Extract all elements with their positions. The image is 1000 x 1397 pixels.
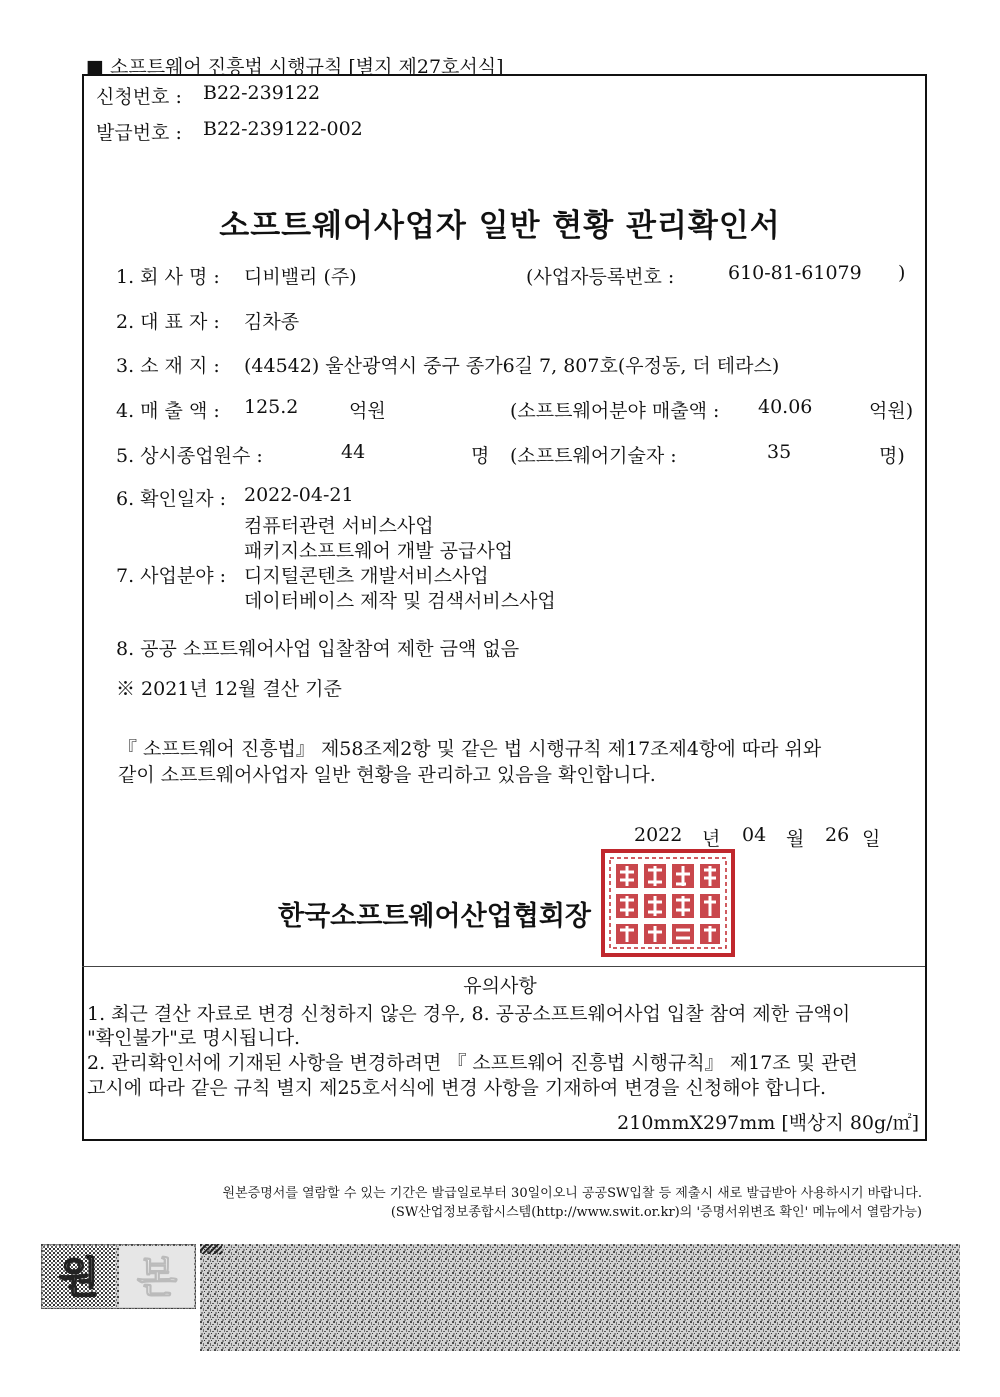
- sw-tech-unit: 명): [879, 445, 905, 467]
- form-header: ■ 소프트웨어 진흥법 시행규칙 [별지 제27호서식]: [86, 56, 504, 78]
- company-value: 디비밸리 (주): [244, 266, 357, 288]
- business-fields-label: 7. 사업분야 :: [116, 565, 227, 587]
- original-stamp-pattern: [41, 1244, 196, 1309]
- reg-no-label: (사업자등록번호 :: [526, 266, 675, 288]
- sw-tech-label: (소프트웨어기술자 :: [510, 445, 677, 467]
- original-stamp-char-1: 원: [58, 1253, 100, 1302]
- certification-line-1: 『 소프트웨어 진흥법』 제58조제2항 및 같은 법 시행규칙 제17조제4항에 따라 위와: [118, 738, 822, 760]
- sw-sales-unit: 억원): [869, 400, 914, 422]
- notice-line-1: 1. 최근 결산 자료로 변경 신청하지 않은 경우, 8. 공공소프트웨어사업 입찰 참여 제한 금액이: [87, 1003, 851, 1025]
- company-label: 1. 회 사 명 :: [116, 266, 220, 288]
- notice-line-2: "확인불가"로 명시됩니다.: [87, 1027, 301, 1049]
- address-value: (44542) 울산광역시 중구 종가6길 7, 807호(우정동, 더 테라스): [244, 355, 780, 377]
- application-no-value: B22-239122: [203, 82, 321, 104]
- original-stamp-char-2: 본: [136, 1253, 178, 1302]
- business-field-3: 디지털콘텐츠 개발서비스사업: [244, 565, 489, 587]
- confirm-date-label: 6. 확인일자 :: [116, 488, 227, 510]
- business-field-4: 데이터베이스 제작 및 검색서비스사업: [244, 590, 556, 612]
- employees-value: 44: [341, 441, 366, 463]
- business-field-2: 패키지소프트웨어 개발 공급사업: [244, 540, 514, 562]
- ceo-label: 2. 대 표 자 :: [116, 311, 220, 333]
- sw-sales-label: (소프트웨어분야 매출액 :: [510, 400, 720, 422]
- confirm-date-value: 2022-04-21: [244, 484, 354, 506]
- issue-no-value: B22-239122-002: [203, 118, 363, 140]
- sales-value: 125.2: [244, 396, 299, 418]
- sw-tech-value: 35: [767, 441, 792, 463]
- issue-day: 26: [825, 824, 850, 846]
- security-noise-pattern: [200, 1244, 960, 1351]
- sales-label: 4. 매 출 액 :: [116, 400, 220, 422]
- notice-title: 유의사항: [463, 975, 537, 997]
- issue-day-unit: 일: [862, 828, 881, 850]
- document-title: 소프트웨어사업자 일반 현황 관리확인서: [219, 208, 781, 244]
- application-no-label: 신청번호 :: [96, 86, 182, 108]
- address-label: 3. 소 재 지 :: [116, 355, 220, 377]
- business-field-1: 컴퓨터관련 서비스사업: [244, 515, 434, 537]
- notice-line-4: 고시에 따라 같은 규칙 별지 제25호서식에 변경 사항을 기재하여 변경을 신청해야 합니다.: [87, 1077, 827, 1099]
- issue-month: 04: [742, 824, 767, 846]
- official-seal: [600, 848, 736, 958]
- certification-line-2: 같이 소프트웨어사업자 일반 현황을 관리하고 있음을 확인합니다.: [118, 764, 656, 786]
- issuer-name: 한국소프트웨어산업협회장: [278, 901, 591, 932]
- notice-divider: [82, 966, 925, 967]
- issue-year-unit: 년: [702, 828, 721, 850]
- reg-no-value: 610-81-61079: [728, 262, 862, 284]
- footer-line-1: 원본증명서를 열람할 수 있는 기간은 발급일로부터 30일이오니 공공SW입찰 등 제출시 새로 발급받아 사용하시기 바랍니다.: [222, 1186, 922, 1201]
- notice-line-3: 2. 관리확인서에 기재된 사항을 변경하려면 『 소프트웨어 진흥법 시행규칙』 제17조 및 관련: [87, 1052, 858, 1074]
- paper-spec: 210mmX297mm [백상지 80g/㎡]: [617, 1112, 919, 1134]
- reg-no-close: ): [898, 262, 906, 284]
- issue-no-label: 발급번호 :: [96, 122, 182, 144]
- sales-unit: 억원: [349, 400, 386, 422]
- issue-year: 2022: [634, 824, 683, 846]
- basis-note: ※ 2021년 12월 결산 기준: [116, 678, 342, 700]
- bid-limit-line: 8. 공공 소프트웨어사업 입찰참여 제한 금액 없음: [116, 638, 520, 660]
- issue-month-unit: 월: [786, 828, 805, 850]
- employees-label: 5. 상시종업원수 :: [116, 445, 263, 467]
- footer-line-2: (SW산업정보종합시스템(http://www.swit.or.kr)의 '증명서위변조 확인' 메뉴에서 열람가능): [390, 1205, 922, 1220]
- sw-sales-value: 40.06: [758, 396, 813, 418]
- employees-unit: 명: [471, 445, 490, 467]
- ceo-value: 김차종: [244, 311, 300, 333]
